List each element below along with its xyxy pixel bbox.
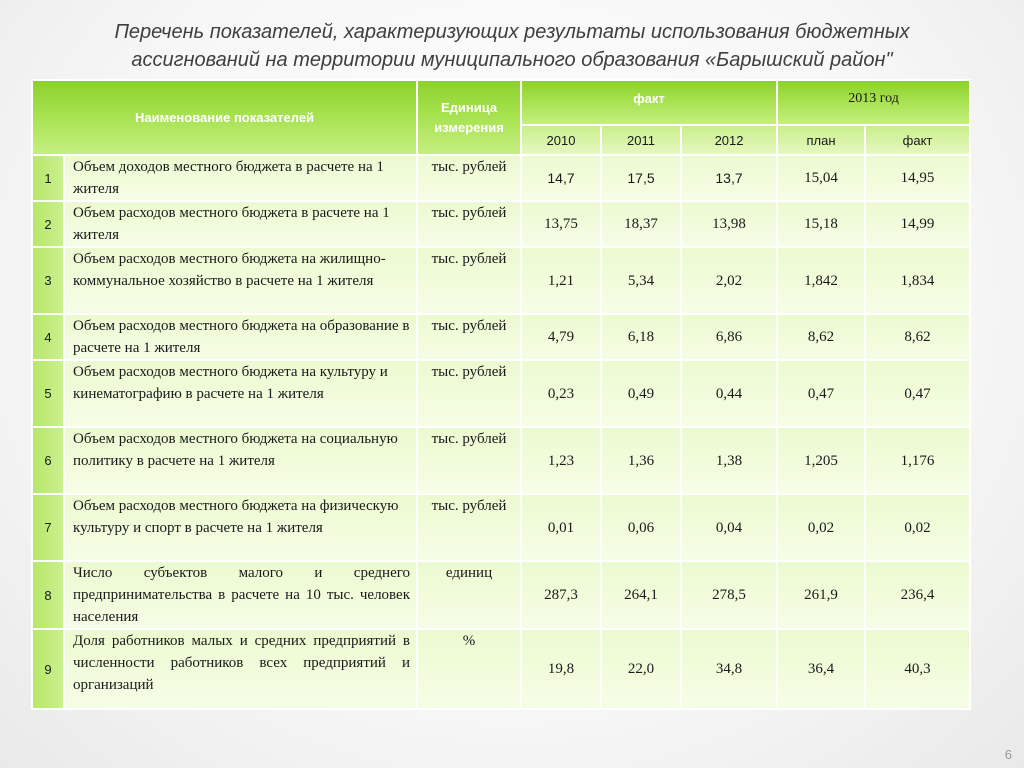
value-2010: 0,23	[521, 360, 601, 427]
table-body	[32, 155, 970, 709]
value-2013-fact: 236,4	[865, 561, 970, 629]
header-row-1	[32, 80, 970, 125]
unit-of-measure: %	[417, 629, 521, 709]
slide-title	[40, 18, 984, 74]
value-2010: 4,79	[521, 314, 601, 360]
value-2011: 17,5	[601, 155, 681, 201]
value-2010: 287,3	[521, 561, 601, 629]
value-2011: 0,06	[601, 494, 681, 561]
indicator-name: Объем доходов местного бюджета в расчете на 1 жителя	[64, 155, 417, 201]
value-2012: 0,04	[681, 494, 777, 561]
header-2012: 2012	[681, 125, 777, 155]
value-2012: 13,98	[681, 201, 777, 247]
table-row	[32, 494, 970, 561]
value-2013-plan: 8,62	[777, 314, 865, 360]
value-2013-fact: 14,99	[865, 201, 970, 247]
value-2013-fact: 40,3	[865, 629, 970, 709]
value-2010: 1,23	[521, 427, 601, 494]
table-row	[32, 247, 970, 314]
value-2012: 2,02	[681, 247, 777, 314]
value-2013-plan: 0,47	[777, 360, 865, 427]
value-2013-fact: 1,834	[865, 247, 970, 314]
header-name: Наименование показателей	[32, 80, 417, 155]
header-plan: план	[777, 125, 865, 155]
slide-title-line-2: ассигнований на территории муниципального образования «Барышский район"	[131, 49, 893, 71]
value-2012: 13,7	[681, 155, 777, 201]
value-2013-plan: 15,18	[777, 201, 865, 247]
header-unit: Единица измерения	[417, 80, 521, 155]
indicator-name: Объем расходов местного бюджета в расчете на 1 жителя	[64, 201, 417, 247]
row-number: 7	[32, 494, 64, 561]
value-2011: 1,36	[601, 427, 681, 494]
value-2013-plan: 1,205	[777, 427, 865, 494]
slide-title-line-1: Перечень показателей, характеризующих результаты использования бюджетных	[114, 21, 910, 43]
header-fact-2013: факт	[865, 125, 970, 155]
indicator-name: Число субъектов малого и среднего предпринимательства в расчете на 10 тыс. человек населения	[64, 561, 417, 629]
value-2013-plan: 0,02	[777, 494, 865, 561]
unit-of-measure: тыс. рублей	[417, 360, 521, 427]
page-number: 6	[1004, 747, 1012, 762]
value-2013-fact: 0,47	[865, 360, 970, 427]
table-row	[32, 427, 970, 494]
value-2013-fact: 8,62	[865, 314, 970, 360]
header-fact: факт	[521, 80, 777, 125]
table-row	[32, 561, 970, 629]
row-number: 1	[32, 155, 64, 201]
value-2010: 14,7	[521, 155, 601, 201]
unit-of-measure: тыс. рублей	[417, 155, 521, 201]
value-2012: 6,86	[681, 314, 777, 360]
value-2011: 5,34	[601, 247, 681, 314]
indicators-table	[31, 79, 971, 710]
header-2010: 2010	[521, 125, 601, 155]
unit-of-measure: тыс. рублей	[417, 494, 521, 561]
row-number: 6	[32, 427, 64, 494]
value-2013-plan: 261,9	[777, 561, 865, 629]
value-2013-plan: 36,4	[777, 629, 865, 709]
indicator-name: Объем расходов местного бюджета на физическую культуру и спорт в расчете на 1 жителя	[64, 494, 417, 561]
header-2011: 2011	[601, 125, 681, 155]
value-2011: 264,1	[601, 561, 681, 629]
row-number: 2	[32, 201, 64, 247]
header-2013: 2013 год	[777, 80, 970, 125]
unit-of-measure: тыс. рублей	[417, 427, 521, 494]
value-2012: 1,38	[681, 427, 777, 494]
value-2012: 34,8	[681, 629, 777, 709]
value-2011: 6,18	[601, 314, 681, 360]
row-number: 5	[32, 360, 64, 427]
unit-of-measure: тыс. рублей	[417, 201, 521, 247]
table-row	[32, 360, 970, 427]
unit-of-measure: тыс. рублей	[417, 247, 521, 314]
indicator-name: Объем расходов местного бюджета на образование в расчете на 1 жителя	[64, 314, 417, 360]
value-2013-fact: 14,95	[865, 155, 970, 201]
indicator-name: Объем расходов местного бюджета на жилищно-коммунальное хозяйство в расчете на 1 жителя	[64, 247, 417, 314]
table-row	[32, 155, 970, 201]
value-2011: 22,0	[601, 629, 681, 709]
table-row	[32, 201, 970, 247]
indicator-name: Доля работников малых и средних предприятий в численности работников всех предприятий и организаций	[64, 629, 417, 709]
value-2010: 13,75	[521, 201, 601, 247]
value-2010: 1,21	[521, 247, 601, 314]
unit-of-measure: тыс. рублей	[417, 314, 521, 360]
table-row	[32, 629, 970, 709]
value-2012: 278,5	[681, 561, 777, 629]
row-number: 9	[32, 629, 64, 709]
value-2010: 0,01	[521, 494, 601, 561]
row-number: 8	[32, 561, 64, 629]
indicator-name: Объем расходов местного бюджета на культуру и кинематографию в расчете на 1 жителя	[64, 360, 417, 427]
table-row	[32, 314, 970, 360]
indicator-name: Объем расходов местного бюджета на социальную политику в расчете на 1 жителя	[64, 427, 417, 494]
value-2013-plan: 15,04	[777, 155, 865, 201]
value-2012: 0,44	[681, 360, 777, 427]
row-number: 3	[32, 247, 64, 314]
value-2011: 18,37	[601, 201, 681, 247]
value-2013-plan: 1,842	[777, 247, 865, 314]
value-2013-fact: 1,176	[865, 427, 970, 494]
unit-of-measure: единиц	[417, 561, 521, 629]
row-number: 4	[32, 314, 64, 360]
value-2013-fact: 0,02	[865, 494, 970, 561]
value-2011: 0,49	[601, 360, 681, 427]
value-2010: 19,8	[521, 629, 601, 709]
